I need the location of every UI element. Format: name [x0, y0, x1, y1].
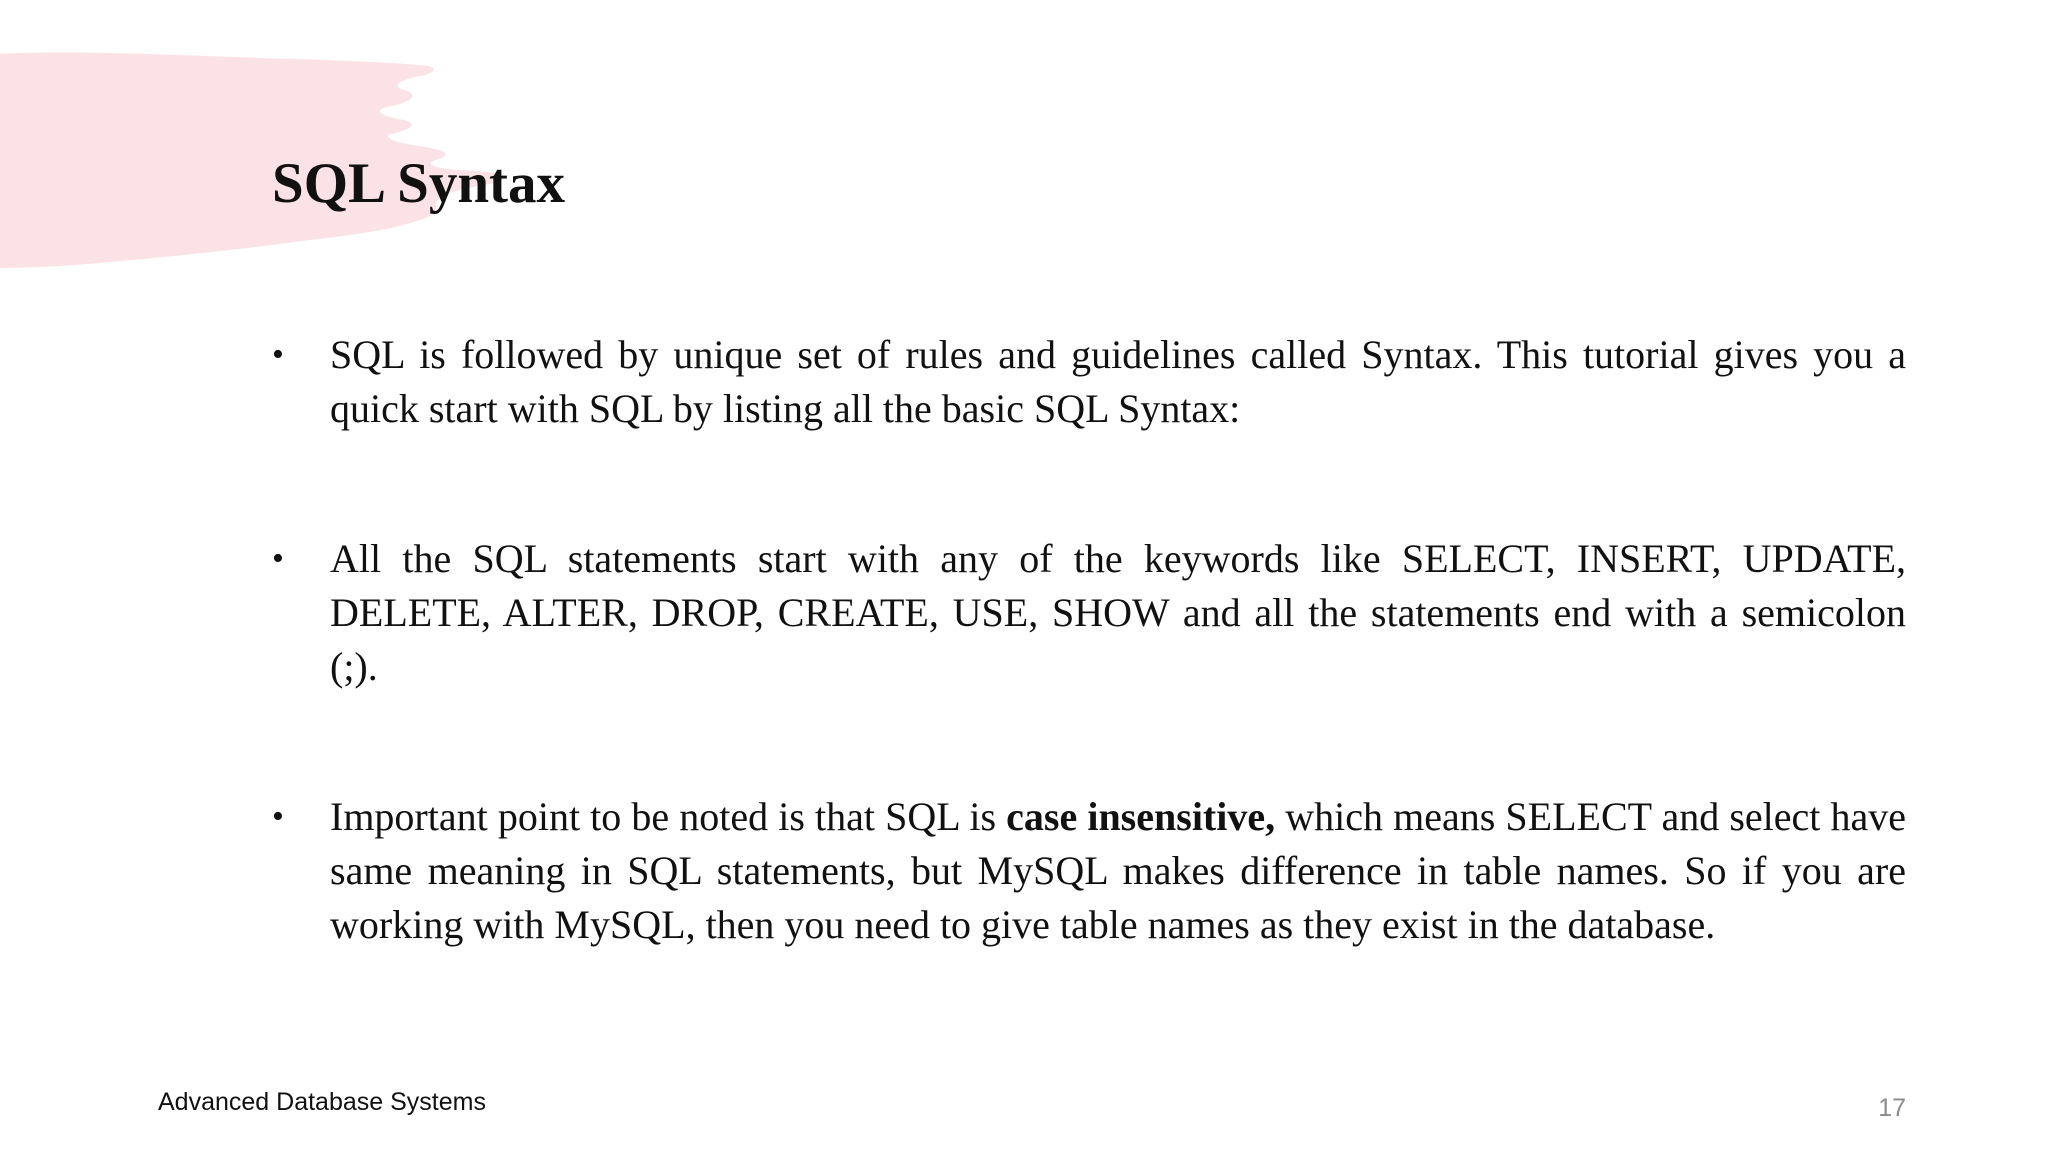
bullet-text-bold: case insensitive, [1006, 794, 1276, 839]
bullet-dot: • [272, 540, 284, 577]
bullet-item [272, 532, 1906, 694]
bullet-item [272, 328, 1906, 436]
bullet-item [272, 790, 1906, 952]
bullet-text-before-bold: Important point to be noted is that SQL is [330, 794, 1007, 839]
page-number: 17 [1878, 1094, 1906, 1122]
bullet-list [272, 328, 1906, 952]
bullet-text: All the SQL statements start with any of the keywords like SELECT, INSERT, UPDATE, DELETE, ALTER, DROP, CREATE, USE, SHOW and all the statements end with a semicolon (;). [330, 536, 1906, 689]
bullet-dot: • [272, 336, 284, 373]
bullet-text [330, 794, 1906, 947]
bullet-dot: • [272, 798, 284, 835]
footer-text: Advanced Database Systems [158, 1088, 486, 1116]
bullet-text: SQL is followed by unique set of rules and guidelines called Syntax. This tutorial gives you a quick start with SQL by listing all the basic SQL Syntax: [330, 332, 1906, 431]
bullet-text-after-bold: which means SELECT and select have same meaning in SQL statements, but MySQL makes difference in table names. So if you are working with MySQL, then you need to give table names as they exist in the database. [330, 794, 1906, 947]
slide-title: SQL Syntax [272, 152, 566, 215]
